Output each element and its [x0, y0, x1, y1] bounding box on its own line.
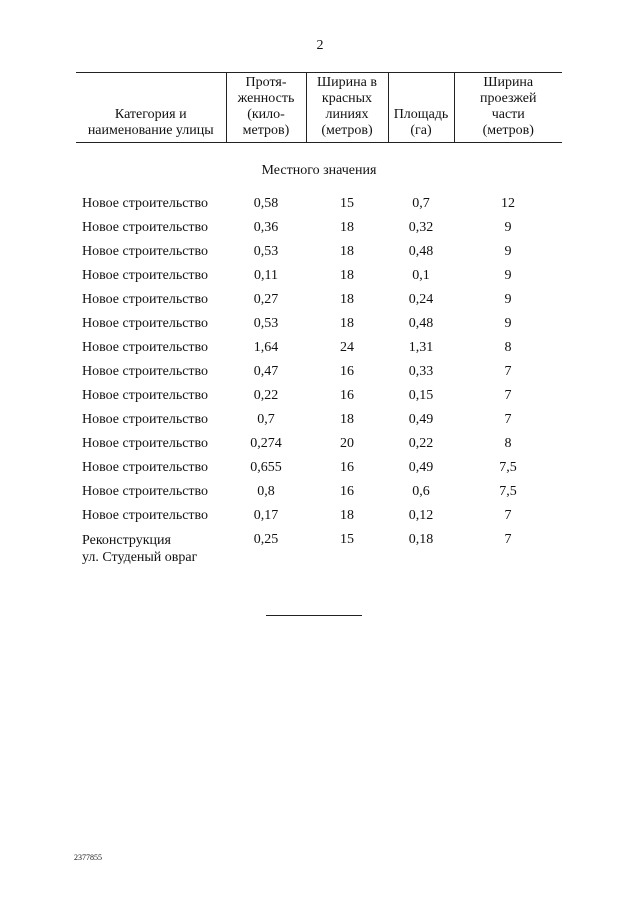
cell-roadway-width: 9 [504, 244, 512, 259]
table-row [76, 292, 562, 316]
cell-width-red-lines: 16 [340, 364, 354, 379]
cell-length: 0,53 [253, 244, 279, 259]
cell-category: Новое строительство [82, 244, 209, 259]
streets-table [76, 72, 562, 566]
cell-area: 0,7 [412, 196, 430, 211]
cell-area: 0,6 [412, 484, 430, 499]
cell-width-red-lines: 15 [340, 532, 354, 547]
page-number: 2 [316, 38, 324, 53]
table-row [76, 460, 562, 484]
cell-category: Новое строительство [82, 460, 209, 475]
table-row [76, 244, 562, 268]
header-area: Площадь (га) [388, 73, 454, 143]
cell-length: 0,47 [253, 364, 279, 379]
cell-roadway-width: 7 [504, 532, 512, 547]
header-category: Категория и наименование улицы [76, 73, 226, 143]
header-width-red-lines: Ширина в красных линиях (метров) [306, 73, 388, 143]
cell-category: Новое строительство [82, 292, 209, 307]
cell-roadway-width: 7 [504, 412, 512, 427]
cell-length: 0,11 [254, 268, 278, 283]
cell-roadway-width: 9 [504, 292, 512, 307]
cell-area: 0,1 [412, 268, 430, 283]
cell-length: 0,22 [253, 388, 279, 403]
cell-roadway-width: 7 [504, 388, 512, 403]
cell-category: Новое строительство [82, 484, 209, 499]
cell-length: 0,25 [253, 532, 279, 547]
table-row [76, 316, 562, 340]
cell-roadway-width: 9 [504, 316, 512, 331]
cell-area: 0,32 [408, 220, 434, 235]
cell-length: 0,7 [257, 412, 275, 427]
cell-category: Новое строительство [82, 196, 209, 211]
cell-roadway-width: 9 [504, 268, 512, 283]
cell-length: 0,58 [253, 196, 279, 211]
cell-area: 1,31 [408, 340, 434, 355]
table-row [76, 340, 562, 364]
cell-area: 0,49 [408, 460, 434, 475]
cell-width-red-lines: 15 [340, 196, 354, 211]
table-header-row [76, 73, 562, 143]
cell-category: Новое строительство [82, 316, 209, 331]
table-row [76, 436, 562, 460]
cell-area: 0,48 [408, 316, 434, 331]
cell-category: Новое строительство [82, 340, 209, 355]
closing-rule [266, 615, 362, 616]
cell-width-red-lines: 18 [340, 244, 354, 259]
cell-length: 0,274 [250, 436, 282, 451]
header-length: Протя- женность (кило- метров) [226, 73, 306, 143]
cell-area: 0,12 [408, 508, 434, 523]
table-row [76, 484, 562, 508]
header-roadway-width: Ширина проезжей части (метров) [454, 73, 562, 143]
cell-length: 0,17 [253, 508, 279, 523]
table-row [76, 388, 562, 412]
table-row [76, 196, 562, 220]
table-row [76, 220, 562, 244]
table-row [76, 364, 562, 388]
cell-area: 0,49 [408, 412, 434, 427]
cell-width-red-lines: 18 [340, 508, 354, 523]
cell-category: Новое строительство [82, 436, 209, 451]
cell-width-red-lines: 16 [340, 484, 354, 499]
cell-width-red-lines: 16 [340, 460, 354, 475]
cell-category: Новое строительство [82, 364, 209, 379]
cell-roadway-width: 9 [504, 220, 512, 235]
cell-length: 0,27 [253, 292, 279, 307]
table-row [76, 412, 562, 436]
cell-area: 0,15 [408, 388, 434, 403]
cell-roadway-width: 7 [504, 364, 512, 379]
cell-roadway-width: 7,5 [499, 484, 517, 499]
cell-area: 0,48 [408, 244, 434, 259]
cell-width-red-lines: 16 [340, 388, 354, 403]
cell-width-red-lines: 18 [340, 292, 354, 307]
section-title: Местного значения [261, 163, 377, 178]
cell-category: Реконструкция ул. Студеный овраг [82, 533, 198, 565]
cell-area: 0,33 [408, 364, 434, 379]
cell-length: 0,655 [250, 460, 282, 475]
table-row [76, 532, 562, 566]
cell-width-red-lines: 18 [340, 316, 354, 331]
cell-length: 0,36 [253, 220, 279, 235]
cell-area: 0,22 [408, 436, 434, 451]
cell-roadway-width: 8 [504, 340, 512, 355]
cell-width-red-lines: 20 [340, 436, 354, 451]
cell-category: Новое строительство [82, 388, 209, 403]
table-body [76, 143, 562, 567]
cell-category: Новое строительство [82, 508, 209, 523]
cell-roadway-width: 7 [504, 508, 512, 523]
cell-category: Новое строительство [82, 412, 209, 427]
cell-length: 1,64 [253, 340, 279, 355]
cell-width-red-lines: 18 [340, 220, 354, 235]
table-row [76, 508, 562, 532]
table-row [76, 268, 562, 292]
cell-width-red-lines: 18 [340, 412, 354, 427]
cell-length: 0,53 [253, 316, 279, 331]
cell-roadway-width: 8 [504, 436, 512, 451]
cell-roadway-width: 12 [501, 196, 515, 211]
cell-category: Новое строительство [82, 268, 209, 283]
cell-area: 0,18 [408, 532, 434, 547]
cell-width-red-lines: 24 [340, 340, 354, 355]
cell-category: Новое строительство [82, 220, 209, 235]
cell-width-red-lines: 18 [340, 268, 354, 283]
section-row [76, 143, 562, 197]
cell-roadway-width: 7,5 [499, 460, 517, 475]
document-code: 2377855 [74, 853, 102, 862]
cell-area: 0,24 [408, 292, 434, 307]
cell-length: 0,8 [257, 484, 275, 499]
